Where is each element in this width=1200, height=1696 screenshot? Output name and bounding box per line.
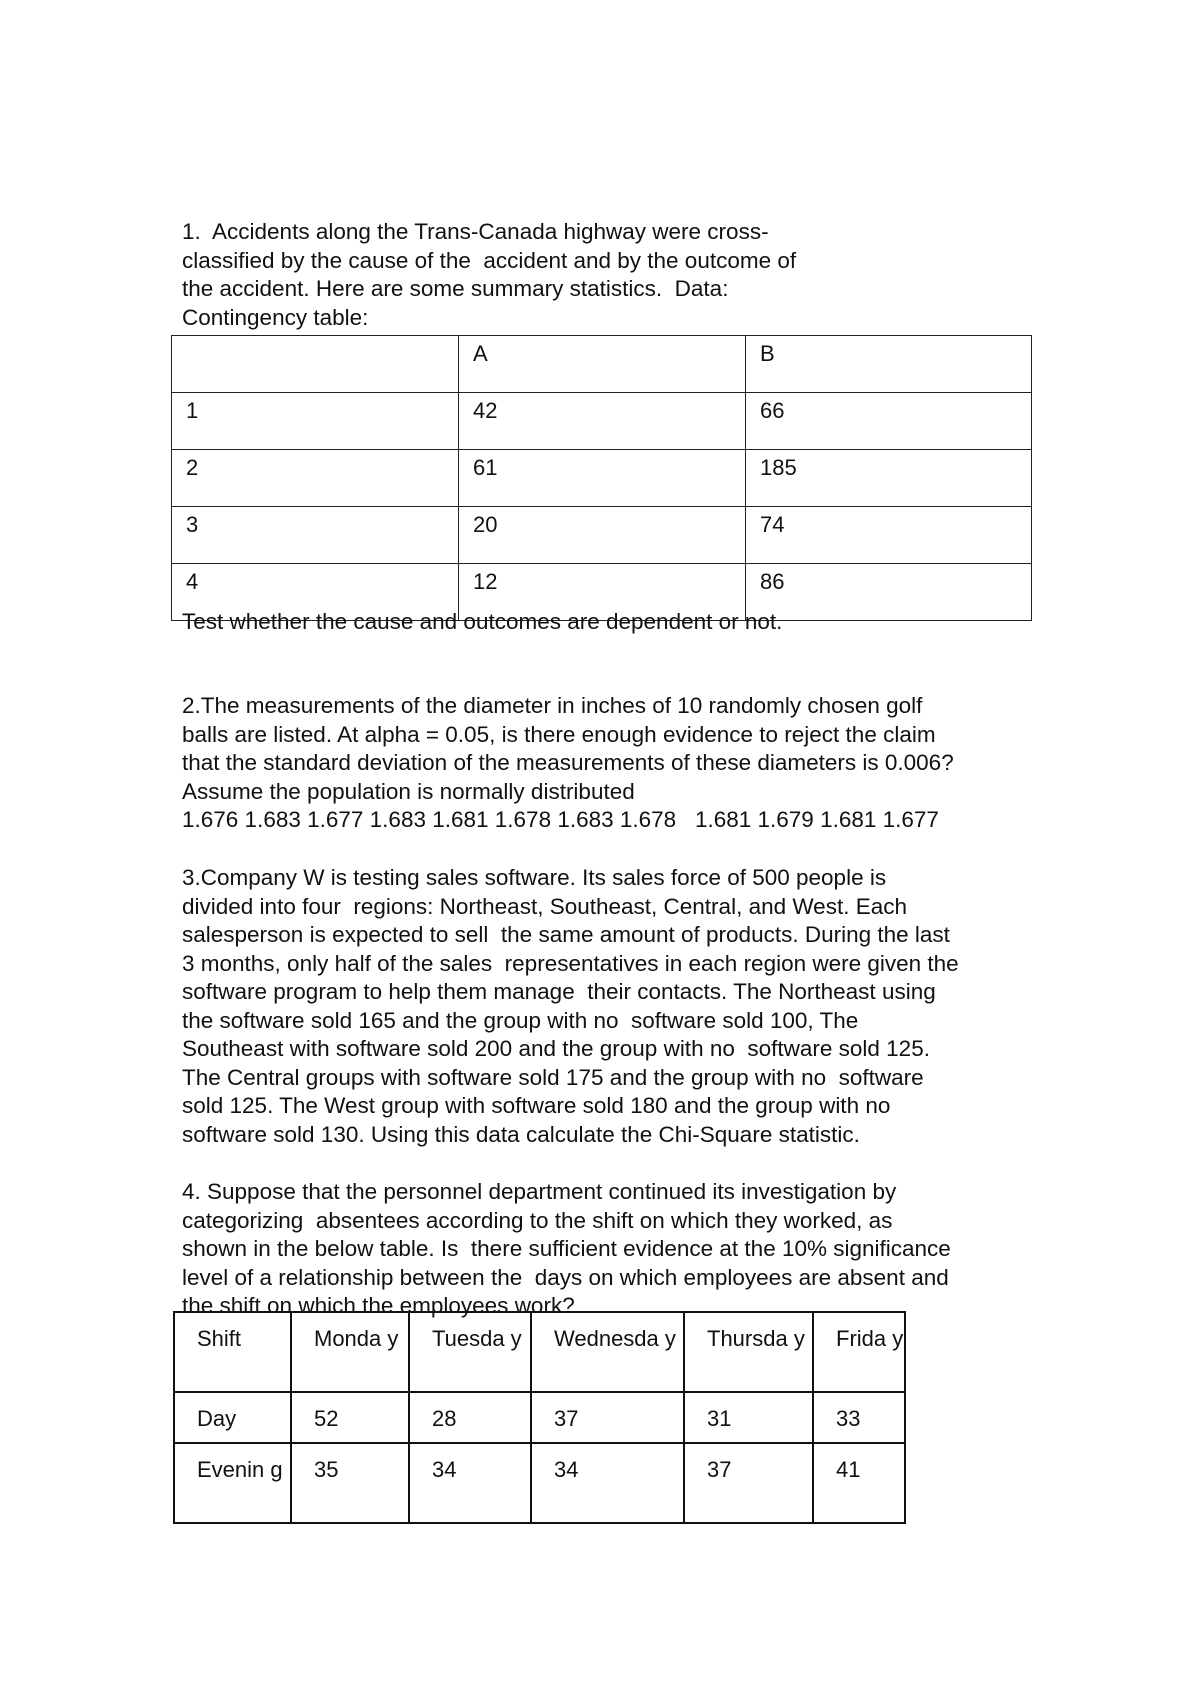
- table-cell: 37: [531, 1392, 684, 1443]
- text-line: sold 125. The West group with software sold 180 and the group with no: [182, 1093, 891, 1118]
- text-line: the software sold 165 and the group with no software sold 100, The: [182, 1007, 859, 1033]
- text-line: The Central groups with software sold 175 and the group with no software: [182, 1064, 924, 1090]
- table-row: [174, 1443, 905, 1523]
- absentee-shift-table: [173, 1311, 906, 1524]
- text-line: software program to help them manage their contacts. The Northeast using: [182, 979, 936, 1004]
- question-1-text: [182, 218, 1062, 332]
- table-cell: 34: [531, 1443, 684, 1523]
- text-line: software sold 130. Using this data calculate the Chi-Square statistic.: [182, 1121, 860, 1147]
- table-cell: 34: [409, 1443, 531, 1523]
- text-line: that the standard deviation of the measurements of these diameters is 0.006?: [182, 750, 954, 775]
- question-3-text: [182, 864, 1062, 1149]
- table-cell: 33: [813, 1392, 905, 1443]
- table-cell: Thursda y: [684, 1312, 813, 1392]
- text-line: 1. Accidents along the Trans-Canada highway were cross-: [182, 219, 769, 244]
- table-cell: 35: [291, 1443, 409, 1523]
- table-cell: Shift: [174, 1312, 291, 1392]
- table-cell: 28: [409, 1392, 531, 1443]
- table-cell: 61: [459, 450, 746, 507]
- table-row: [174, 1392, 905, 1443]
- table-cell: Wednesda y: [531, 1312, 684, 1392]
- table-cell: 41: [813, 1443, 905, 1523]
- table-cell: 2: [172, 450, 459, 507]
- text-line: categorizing absentees according to the shift on which they worked, as: [182, 1207, 893, 1233]
- contingency-table: [171, 335, 1032, 621]
- table-cell: 86: [746, 564, 1032, 621]
- table-cell: 12: [459, 564, 746, 621]
- text-line: Southeast with software sold 200 and the group with no software sold 125.: [182, 1036, 930, 1061]
- text-line: 3 months, only half of the sales representatives in each region were given the: [182, 950, 959, 976]
- table-cell: 74: [746, 507, 1032, 564]
- table-cell: Day: [174, 1392, 291, 1443]
- table-cell: 1: [172, 393, 459, 450]
- table-row: [172, 393, 1032, 450]
- table-cell: 4: [172, 564, 459, 621]
- text-line: 2.The measurements of the diameter in inches of 10 randomly chosen golf: [182, 693, 923, 718]
- question-2-text: [182, 692, 1062, 835]
- table-cell: 185: [746, 450, 1032, 507]
- table-cell: [172, 336, 459, 393]
- text-line: Contingency table:: [182, 304, 369, 330]
- text-line: divided into four regions: Northeast, Southeast, Central, and West. Each: [182, 893, 907, 919]
- measurements-list: 1.676 1.683 1.677 1.683 1.681 1.678 1.683 1.678 1.681 1.679 1.681 1.677: [182, 807, 939, 832]
- text-line: the accident. Here are some summary statistics. Data:: [182, 276, 729, 301]
- question-1-instruction: [182, 608, 1062, 637]
- text-line: shown in the below table. Is there sufficient evidence at the 10% significance: [182, 1236, 951, 1261]
- table-cell: 37: [684, 1443, 813, 1523]
- table-cell: A: [459, 336, 746, 393]
- text-line: classified by the cause of the accident and by the outcome of: [182, 247, 797, 273]
- table-cell: B: [746, 336, 1032, 393]
- table-cell: 31: [684, 1392, 813, 1443]
- text-line: level of a relationship between the days on which employees are absent and: [182, 1264, 949, 1290]
- table-cell: Monda y: [291, 1312, 409, 1392]
- table-cell: 3: [172, 507, 459, 564]
- table-cell: Frida y: [813, 1312, 905, 1392]
- table-cell: Evenin g: [174, 1443, 291, 1523]
- table-cell: 42: [459, 393, 746, 450]
- text-line: 3.Company W is testing sales software. Its sales force of 500 people is: [182, 865, 887, 890]
- text-line: Assume the population is normally distributed: [182, 778, 635, 804]
- table-cell: 52: [291, 1392, 409, 1443]
- table-row: [172, 507, 1032, 564]
- text-line: balls are listed. At alpha = 0.05, is there enough evidence to reject the claim: [182, 721, 936, 747]
- table-header-row: [172, 336, 1032, 393]
- text-line: salesperson is expected to sell the same amount of products. During the last: [182, 922, 950, 947]
- table-cell: Tuesda y: [409, 1312, 531, 1392]
- text-line: Test whether the cause and outcomes are dependent or not.: [182, 609, 783, 634]
- text-line: the shift on which the employees work?: [182, 1293, 575, 1318]
- question-4-text: [182, 1178, 1062, 1321]
- table-cell: 20: [459, 507, 746, 564]
- table-header-row: [174, 1312, 905, 1392]
- text-line: 4. Suppose that the personnel department continued its investigation by: [182, 1179, 897, 1204]
- table-cell: 66: [746, 393, 1032, 450]
- table-row: [172, 450, 1032, 507]
